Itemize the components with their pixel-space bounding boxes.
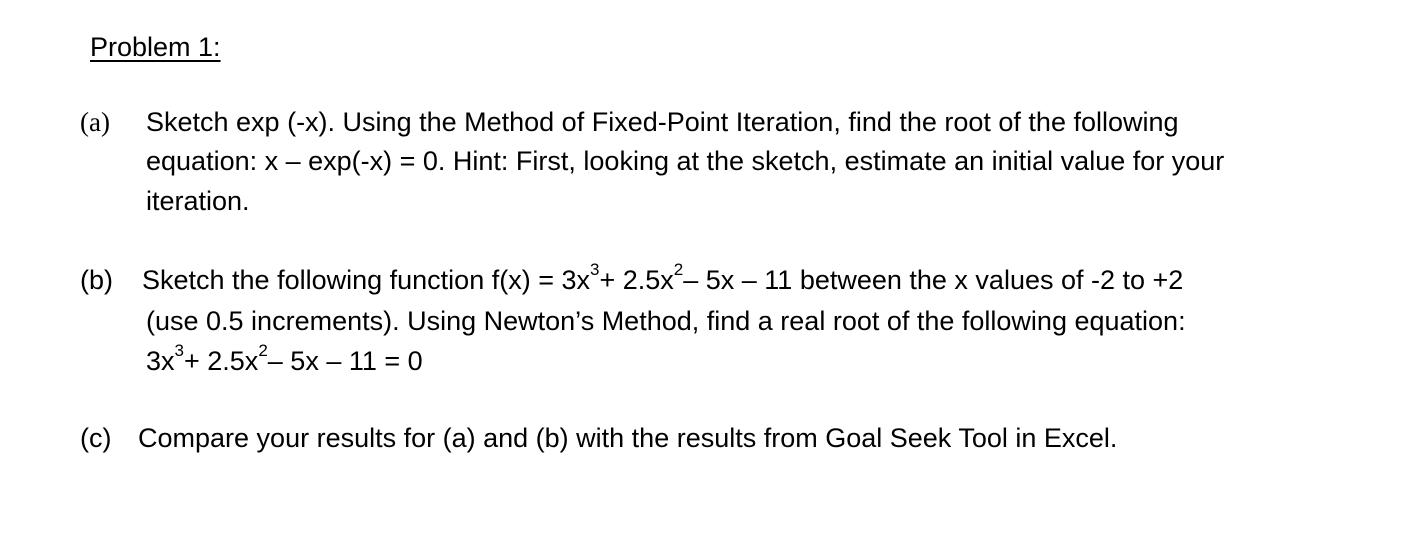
part-c-label: (c) <box>80 423 112 453</box>
part-b-equation-start: 3x <box>146 346 175 376</box>
part-b-line-1-text-start: Sketch the following function f(x) = 3x <box>142 265 590 295</box>
part-a-line-2: equation: x – exp(-x) = 0. Hint: First, looking at the sketch, estimate an initial value for your <box>146 146 1225 176</box>
problem-title: Problem 1: <box>90 32 221 62</box>
part-b-line-1-exponent-2: 2 <box>673 260 684 279</box>
part-a-line-3: iteration. <box>146 186 250 216</box>
part-b-line-1-exponent-3: 3 <box>589 260 600 279</box>
part-b-label: (b) <box>80 265 113 295</box>
part-a-line-1: Sketch exp (-x). Using the Method of Fixed-Point Iteration, find the root of the following <box>146 107 1179 137</box>
part-b-equation-end: – 5x – 11 = 0 <box>267 346 423 376</box>
part-b-equation-middle: + 2.5x <box>184 346 259 376</box>
part-b-line-1 <box>142 262 1183 298</box>
part-a-label: (a) <box>80 107 110 137</box>
part-b-equation-exponent-3: 3 <box>174 341 184 360</box>
part-b-line-2: (use 0.5 increments). Using Newton’s Method, find a real root of the following equation: <box>146 306 1186 336</box>
part-c-line-1: Compare your results for (a) and (b) with the results from Goal Seek Tool in Excel. <box>138 423 1118 453</box>
part-b-line-3 <box>146 343 423 379</box>
part-b-line-1-text-middle: + 2.5x <box>599 265 674 295</box>
part-b-line-1-text-end: – 5x – 11 between the x values of -2 to +2 <box>683 265 1184 295</box>
part-b-equation-exponent-2: 2 <box>258 341 268 360</box>
